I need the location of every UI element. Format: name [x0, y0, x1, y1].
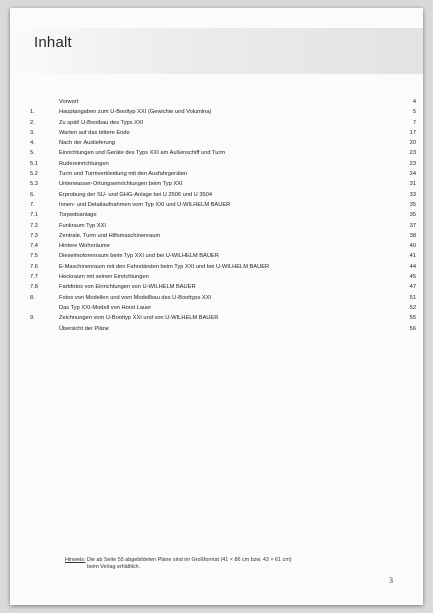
toc-entry-number: 1. [30, 109, 35, 116]
toc-entry-page: 38 [409, 232, 416, 239]
toc-entry-title: Turm und Turmverkleidung mit den Ausfahrgeräten [59, 171, 188, 178]
page-title: Inhalt [34, 34, 72, 51]
toc-entry [30, 262, 416, 272]
toc-entry-page: 24 [409, 171, 416, 178]
toc-entry-title: Hintere Wohnräume [59, 243, 110, 250]
toc-entry-page: 20 [409, 140, 416, 147]
toc-entry-page: 41 [409, 253, 416, 260]
toc-entry-title: Übersicht der Pläne [59, 325, 109, 332]
toc-entry-number: 5.3 [30, 181, 38, 188]
toc-entry-title: Vorwort [59, 99, 79, 105]
toc-entry-number: 7.8 [30, 284, 38, 291]
toc-entry-title: Heckraum mit seinen Einrichtungen [59, 274, 149, 281]
toc-entry-title: Fotos von Modellen und vom Modellbau des U-Boottyps XXI [59, 294, 212, 301]
toc-entry-page: 40 [409, 243, 416, 250]
toc-entry-number: 7.5 [30, 253, 38, 260]
toc-entry [30, 303, 416, 313]
toc-entry [30, 221, 416, 231]
toc-entry-title: Hauptangaben zum U-Boottyp XXI (Gewichte und Volumina) [59, 109, 212, 116]
toc-entry [30, 97, 416, 107]
toc-entry-number: 7.7 [30, 274, 38, 281]
toc-entry [30, 282, 416, 292]
toc-entry-page: 45 [409, 274, 416, 281]
toc-entry-page: 5 [412, 109, 416, 116]
toc-entry-number: 7.6 [30, 263, 38, 270]
toc-entry-number: 8. [30, 294, 35, 301]
toc-entry-page: 52 [409, 304, 416, 311]
toc-entry-page: 51 [409, 294, 416, 301]
toc-entry-title: Unterwasser-Ortungseinrichtungen beim Typ XXI [59, 181, 183, 188]
toc-entry-title: Rudereinrichtungen [59, 160, 109, 167]
toc-entry-title: Einrichtungen und Geräte des Typs XXI am Außenschiff und Turm [59, 150, 226, 157]
toc-entry-number: 6. [30, 191, 35, 198]
toc-entry-page: 37 [409, 222, 416, 229]
toc-entry-page: 55 [409, 315, 416, 322]
footnote-label: Hinweis: [65, 557, 86, 563]
toc-entry-page: 56 [409, 325, 416, 332]
toc-entry-title: Das Typ XXI-Modell von Horst Lauer [59, 304, 152, 311]
toc-entry [30, 190, 416, 200]
toc-entry-page: 44 [409, 263, 416, 270]
toc-entry-page: 31 [409, 181, 416, 188]
toc-entry [30, 169, 416, 179]
page-number: 3 [389, 576, 393, 585]
toc-entry-number: 2. [30, 119, 35, 126]
toc-entry-title: Zu spät! U-Bootbau des Typs XXI [59, 119, 144, 126]
toc-entry-page: 7 [412, 119, 416, 126]
toc-entry-number: 5. [30, 150, 35, 157]
toc-entry-number: 7. [30, 201, 35, 208]
toc-entry-page: 23 [409, 160, 416, 167]
toc-entry [30, 128, 416, 138]
toc-entry-number: 5.2 [30, 171, 38, 178]
toc-entry-page: 23 [409, 150, 416, 157]
toc-entry-page: 17 [409, 129, 416, 136]
toc-entry [30, 272, 416, 282]
toc-entry [30, 241, 416, 251]
toc-entry-title: Zeichnungen vom U-Boottyp XXI und von U-WILHELM BAUER [59, 315, 219, 322]
document-page [10, 8, 423, 605]
toc-entry-number: 9. [30, 315, 35, 322]
toc-entry-number: 7.3 [30, 232, 38, 239]
toc-entry [30, 138, 416, 148]
toc-entry-page: 47 [409, 284, 416, 291]
toc-entry-number: 7.4 [30, 243, 38, 250]
toc-entry [30, 148, 416, 158]
toc-entry-title: E-Maschinenraum mit den Fahrständen beim Typ XXI und bei U-WILHELM BAUER [59, 263, 270, 270]
toc-entry [30, 313, 416, 323]
toc-entry-title: Torpedoanlage [59, 212, 97, 219]
toc-entry [30, 107, 416, 117]
toc-entry [30, 159, 416, 169]
toc-entry [30, 179, 416, 189]
toc-entry [30, 231, 416, 241]
toc-entry [30, 251, 416, 261]
toc-entry-title: Innen- und Detailaufnahmen vom Typ XXI und U-WILHELM BAUER [59, 201, 231, 208]
toc-entry [30, 324, 416, 334]
toc-entry-number: 5.1 [30, 160, 38, 167]
toc-entry-page: 4 [412, 99, 416, 105]
toc-entry-title: Warten auf das bittere Ende [59, 129, 130, 136]
toc-entry-title: Funkraum Typ XXI [59, 222, 106, 229]
footnote-line-2: beim Verlag erhältlich. [87, 564, 141, 570]
toc-entry-number: 3. [30, 129, 35, 136]
toc-entry [30, 118, 416, 128]
toc-entry-title: Erprobung der SU- und GHG-Anlage bei U 2506 und U 3504 [59, 191, 213, 198]
toc-entry [30, 210, 416, 220]
toc-entry-title: Nach der Auslieferung [59, 140, 115, 147]
toc-entry-title: Dieselmotorenraum beim Typ XXI und bei U-WILHELM BAUER [59, 253, 219, 260]
footnote [65, 557, 385, 571]
toc-entry-title: Farbfotos von Einrichtungen von U-WILHELM BAUER [59, 284, 196, 291]
toc-entry-page: 35 [409, 212, 416, 219]
toc-entry-title: Zentrale, Turm und Hilfsmaschinenraum [59, 232, 161, 239]
toc-entry [30, 293, 416, 303]
table-of-contents [30, 97, 416, 334]
toc-entry-number: 7.1 [30, 212, 38, 219]
toc-entry-number: 7.2 [30, 222, 38, 229]
toc-entry-page: 33 [409, 191, 416, 198]
toc-entry [30, 200, 416, 210]
footnote-line-1: Die ab Seite 55 abgebildeten Pläne sind im Großformat (41 × 86 cm bzw. 43 × 61 cm) [86, 557, 292, 563]
toc-entry-page: 35 [409, 201, 416, 208]
toc-entry-number: 4. [30, 140, 35, 147]
